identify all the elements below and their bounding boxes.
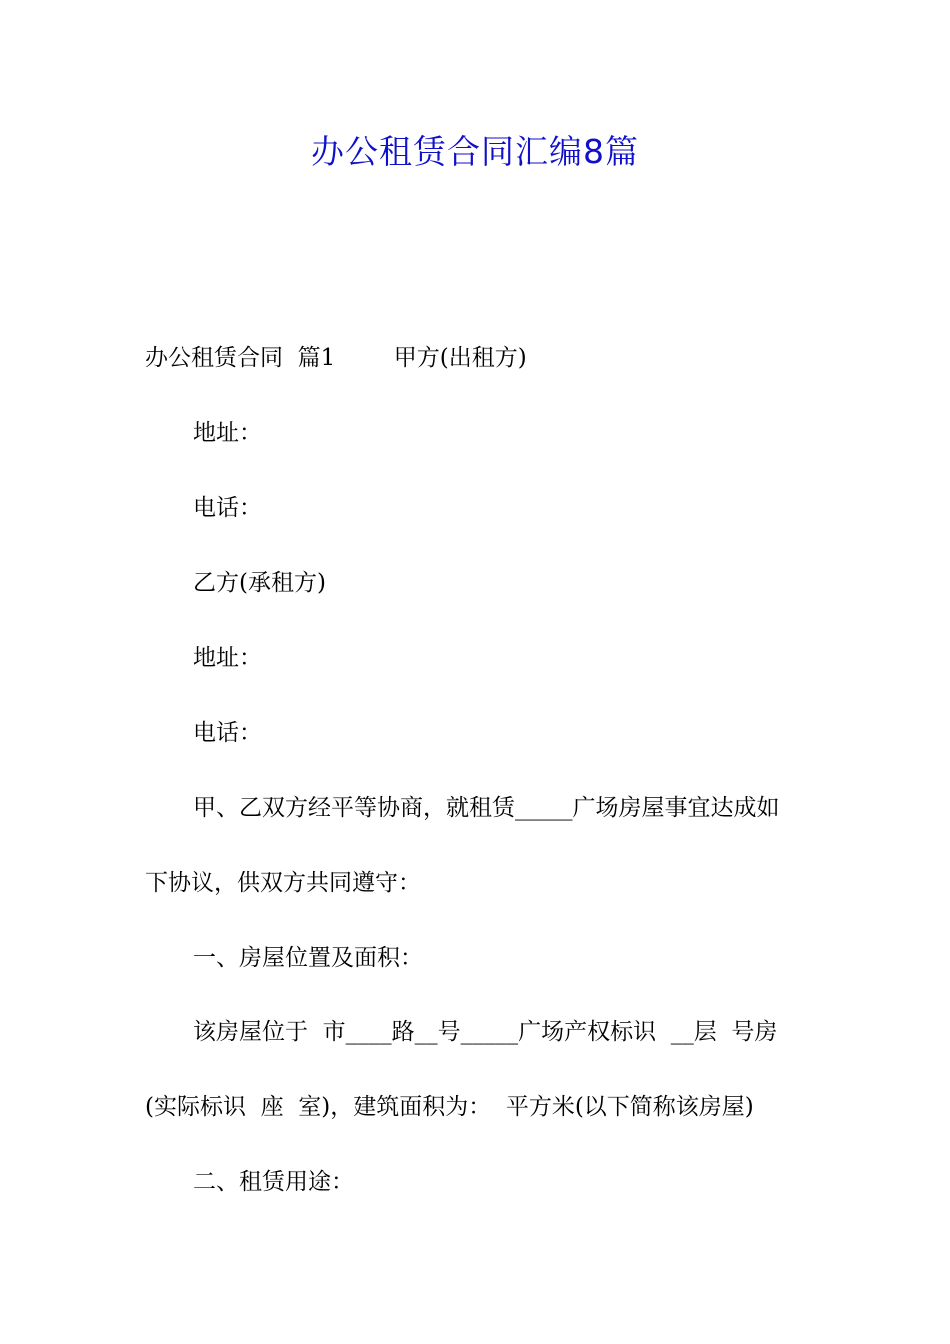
clause-1-heading: 一、房屋位置及面积： — [193, 945, 423, 971]
clause-1-body-line-2: (实际标识 座 室)，建筑面积为： 平方米(以下简称该房屋) — [145, 1094, 754, 1120]
party-b-label: 乙方(承租方) — [193, 570, 326, 596]
document-title: 办公租赁合同汇编8篇 — [311, 132, 639, 171]
agreement-intro-line-1: 甲、乙双方经平等协商，就租赁_____广场房屋事宜达成如 — [193, 795, 780, 821]
party-b-address-label: 地址： — [193, 645, 262, 671]
agreement-intro-line-2: 下协议，供双方共同遵守： — [145, 870, 421, 896]
party-a-address-label: 地址： — [193, 420, 262, 446]
party-a-phone-label: 电话： — [193, 495, 262, 521]
section-heading-line: 办公租赁合同 篇1 甲方(出租方) — [145, 345, 527, 371]
party-b-phone-label: 电话： — [193, 720, 262, 746]
clause-2-heading: 二、租赁用途： — [193, 1169, 354, 1195]
clause-1-body-line-1: 该房屋位于 市____路__号_____广场产权标识 __层 号房 — [193, 1019, 778, 1045]
